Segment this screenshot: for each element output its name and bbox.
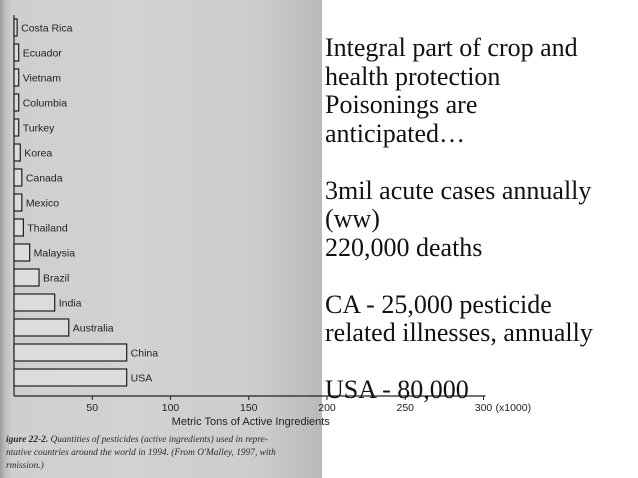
bar-label: Thailand [27, 222, 68, 235]
bar [14, 44, 19, 61]
bar [14, 344, 127, 361]
slide-bullet-text [325, 34, 630, 405]
bar-label: China [130, 347, 159, 360]
bar [14, 119, 19, 136]
slide-line: anticipated… [325, 118, 466, 148]
slide-line: Integral part of crop and [325, 33, 578, 62]
bar [14, 19, 17, 36]
bar-label: Australia [72, 322, 114, 335]
x-tick-label: 200 [318, 402, 336, 414]
caption-line-3: rmission.) [6, 461, 44, 471]
bar-label: India [58, 297, 82, 310]
bar [14, 144, 20, 161]
bar [14, 244, 30, 261]
slide-line: related illnesses, annually [325, 318, 593, 347]
x-tick-label: 50 [86, 402, 99, 414]
bar [14, 319, 69, 336]
slide-line: CA - 25,000 pesticide [325, 289, 552, 319]
bar-label: Columbia [22, 97, 68, 110]
slide-spacer [325, 348, 630, 377]
bar-label: Ecuador [22, 47, 62, 60]
x-tick-label: 300 [474, 402, 493, 414]
bar-label: Korea [24, 147, 53, 160]
slide-spacer [325, 148, 630, 177]
slide-line: USA - 80,000 [325, 375, 469, 404]
x-tick-label: 250 [396, 402, 415, 414]
x-unit-label: (x1000) [495, 402, 532, 414]
figure-caption [6, 434, 311, 473]
caption-line-2: ntative countries around the world in 1994. (From O'Malley, 1997, with [6, 448, 276, 458]
bar [14, 69, 19, 86]
bar [14, 94, 19, 111]
caption-figure-number: igure 22-2. [6, 435, 49, 445]
bar [14, 169, 22, 186]
slide-line: 3mil acute cases annually [325, 175, 592, 205]
bar-label: Vietnam [22, 72, 62, 85]
bar [14, 269, 39, 286]
bar-label: Canada [25, 172, 63, 185]
bar-label: Mexico [25, 197, 60, 210]
caption-line-1: Quantities of pesticides (active ingredients) used in repre- [50, 435, 268, 445]
bar [14, 294, 55, 311]
slide-line: (ww) [325, 204, 380, 233]
x-tick-label: 150 [239, 402, 258, 414]
bar [14, 369, 127, 386]
bar [14, 194, 22, 211]
bar [14, 219, 23, 236]
bar-label: Brazil [43, 272, 70, 285]
bar-label: Malaysia [33, 247, 76, 260]
slide-line: 220,000 deaths [325, 232, 483, 262]
bar-label: USA [130, 372, 153, 385]
slide-line: health protection [325, 61, 501, 91]
slide-line: Poisonings are [325, 90, 478, 119]
x-axis-title: Metric Tons of Active Ingredients [171, 416, 330, 428]
bar-label: Costa Rica [21, 22, 73, 35]
bar-label: Turkey [22, 122, 55, 135]
x-tick-label: 100 [161, 402, 180, 414]
slide-spacer [325, 262, 630, 291]
